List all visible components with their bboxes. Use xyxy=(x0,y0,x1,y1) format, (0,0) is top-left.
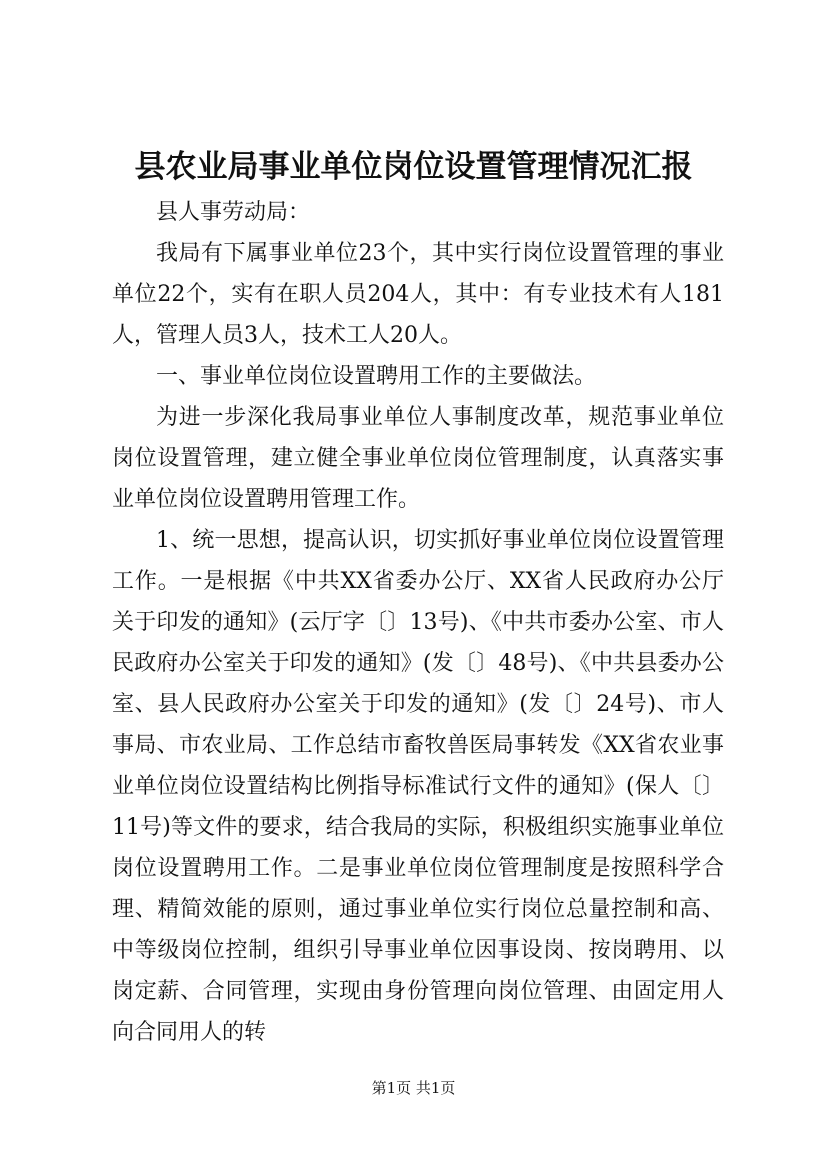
paragraph-overview: 我局有下属事业单位23个，其中实行岗位设置管理的事业单位22个，实有在职人员204人，其中：有专业技术有人181人，管理人员3人，技术工人20人。 xyxy=(112,241,724,348)
document-body xyxy=(112,192,724,1053)
section-heading-1: 一、事业单位岗位设置聘用工作的主要做法。 xyxy=(156,364,597,389)
paragraph-item-1: 1、统一思想，提高认识，切实抓好事业单位岗位设置管理工作。一是根据《中共XX省委办公厅、XX省人民政府办公厅关于印发的通知》(云厅字〔〕13号)、《中共市委办公室、市人民政府办公室关于印发的通知》(发〔〕48号)、《中共县委办公室、县人民政府办公室关于印发的通知》(发〔〕24号)、市人事局、市农业局、工作总结市畜牧兽医局事转发《XX省农业事业单位岗位设置结构比例指导标准试行文件的通知》(保人〔〕11号)等文件的要求，结合我局的实际，积极组织实施事业单位岗位设置聘用工作。二是事业单位岗位管理制度是按照科学合理、精简效能的原则，通过事业单位实行岗位总量控制和高、中等级岗位控制，组织引导事业单位因事设岗、按岗聘用、以岗定薪、合同管理，实现由身份管理向岗位管理、由固定用人向合同用人的转 xyxy=(112,528,724,1045)
salutation: 县人事劳动局： xyxy=(156,200,311,225)
paragraph-purpose: 为进一步深化我局事业单位人事制度改革，规范事业单位岗位设置管理，建立健全事业单位岗位管理制度，认真落实事业单位岗位设置聘用管理工作。 xyxy=(112,405,724,512)
page-footer: 第1页 共1页 xyxy=(371,1079,456,1097)
document-title: 县农业局事业单位岗位设置管理情况汇报 xyxy=(134,149,693,185)
